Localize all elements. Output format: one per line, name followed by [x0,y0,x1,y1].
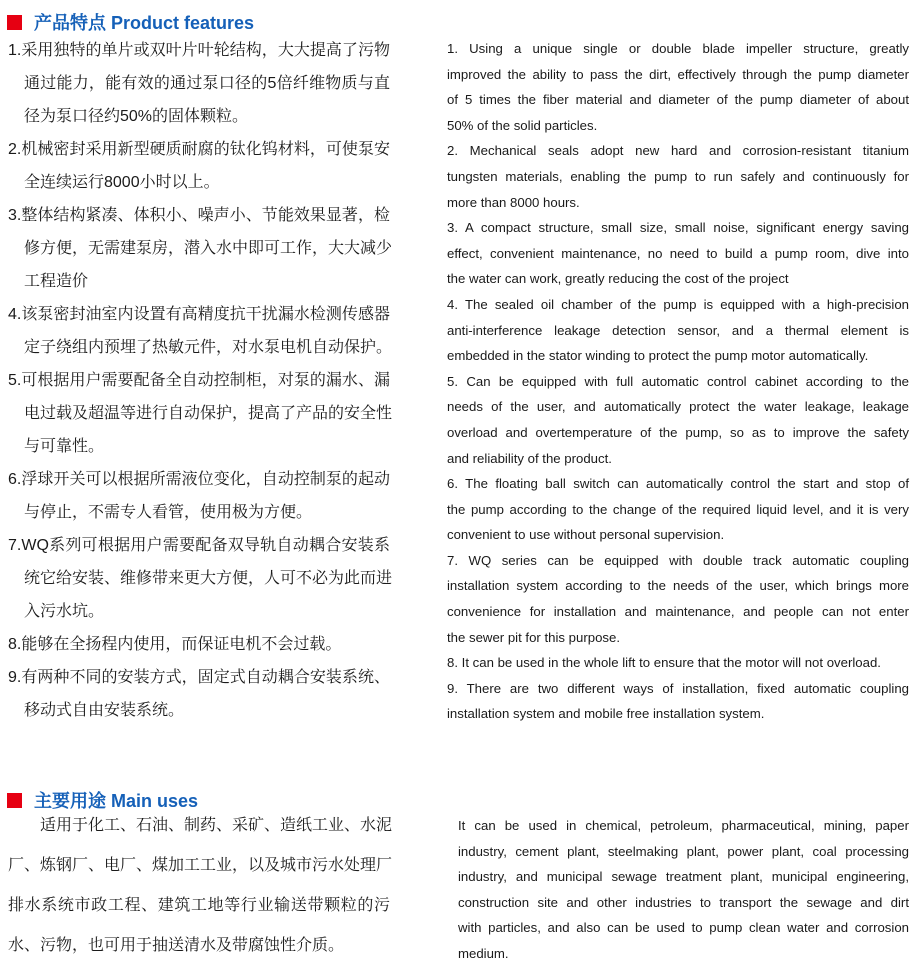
feature-line: embedded in the stator winding to protect the pump motor automatically. [447,348,869,364]
feature-item [8,661,390,727]
feature-line: 工程造价 [24,273,89,290]
feature-line: 与停止，不需专人看管，使用极为方便。 [24,504,313,521]
feature-line: 5.可根据用户需要配备全自动控制柜，对泵的漏水、漏 [8,372,390,389]
feature-item [8,529,393,628]
feature-line: needs of the user, and automatically protect the water leakage, leakage [447,399,909,415]
uses-line: with particles, and also can be used to pump clean water and corrosion [458,920,909,935]
uses-line: 水、污物，也可用于抽送清水及带腐蚀性介质。 [8,937,345,954]
feature-line: 入污水坑。 [24,603,105,620]
feature-line: the water can work, greatly reducing the cost of the project [447,271,789,287]
feature-line: 全连续运行8000小时以上。 [24,174,220,191]
red-square-bullet-icon [7,15,22,30]
feature-line: 移动式自由安装系统。 [24,702,185,719]
features-heading-text: 产品特点 Product features [34,13,255,33]
feature-line: more than 8000 hours. [447,194,580,210]
feature-line: 9. There are two different ways of installation, fixed automatic coupling [447,680,909,696]
feature-line: 4.该泵密封油室内设置有高精度抗干扰漏水检测传感器 [8,306,390,323]
feature-item [447,548,909,650]
feature-line: 8.能够在全扬程内使用，而保证电机不会过载。 [8,636,342,653]
feature-line: 2. Mechanical seals adopt new hard and corrosion-resistant titanium [447,143,909,159]
feature-line: overload and overtemperature of the pump, so as to improve the safety [447,424,909,440]
feature-line: 4. The sealed oil chamber of the pump is equipped with a high-precision [447,296,909,312]
feature-line: 径为泵口径约50%的固体颗粒。 [24,108,249,125]
feature-line: installation system according to the needs of the user, which brings more [447,578,909,594]
feature-item [8,364,393,463]
uses-text-english [458,813,909,966]
feature-item [447,676,909,727]
uses-line: 适用于化工、石油、制药、采矿、造纸工业、水泥 [40,817,393,834]
feature-line: 2.机械密封采用新型硬质耐腐的钛化钨材料，可使泵安 [8,141,390,158]
feature-item [447,650,909,676]
feature-line: 定子绕组内预埋了热敏元件，对水泵电机自动保护。 [24,339,393,356]
feature-line: 7.WQ系列可根据用户需要配备双导轨自动耦合安装系 [8,537,390,554]
feature-line: 7. WQ series can be equipped with double track automatic coupling [447,552,909,568]
uses-heading-text: 主要用途 Main uses [34,791,199,811]
feature-line: 6.浮球开关可以根据所需液位变化，自动控制泵的起动 [8,471,390,488]
feature-line: anti-interference leakage detection sensor, and a thermal element is [447,322,909,338]
feature-line: of 5 times the fiber material and diameter of the pump diameter of about [447,92,909,108]
feature-item [8,628,390,661]
uses-line: industry, and municipal sewage treatment plant, municipal engineering, [458,869,909,884]
uses-line: 厂、炼钢厂、电厂、煤加工工业，以及城市污水处理厂 [8,857,393,874]
feature-line: installation system and mobile free installation system. [447,706,765,722]
feature-line: 6. The floating ball switch can automatically control the start and stop of [447,476,909,492]
features-heading [7,10,254,34]
feature-line: and reliability of the product. [447,450,612,466]
feature-line: convenient to use without personal supervision. [447,527,725,543]
feature-item [447,471,909,548]
feature-line: 统它给安装、维修带来更大方便，人可不必为此而进 [24,570,393,587]
feature-line: effect, convenient maintenance, no need to build a pump room, dive into [447,245,909,261]
feature-item [8,34,390,133]
feature-item [447,292,909,369]
uses-text-chinese [8,806,393,966]
feature-line: the sewer pit for this purpose. [447,629,620,645]
feature-line: 5. Can be equipped with full automatic control cabinet according to the [447,373,909,389]
feature-item [447,215,909,292]
features-list-chinese [8,34,393,727]
feature-line: 通过能力，能有效的通过泵口径的5倍纤维物质与直 [24,75,390,92]
feature-line: 1.采用独特的单片或双叶片叶轮结构，大大提高了污物 [8,42,390,59]
feature-line: 8. It can be used in the whole lift to ensure that the motor will not overload. [447,655,881,671]
feature-line: 3. A compact structure, small size, small noise, significant energy saving [447,220,909,236]
uses-line: medium. [458,945,509,961]
feature-line: convenience for installation and maintenance, and people can not enter [447,604,909,620]
feature-line: tungsten materials, enabling the pump to run safely and continuously for [447,168,909,184]
feature-item [8,133,390,199]
feature-item [447,138,909,215]
feature-line: 50% of the solid particles. [447,117,598,133]
feature-line: 9.有两种不同的安装方式，固定式自动耦合安装系统、 [8,669,390,686]
feature-item [8,199,393,298]
feature-item [8,463,390,529]
features-list-english [447,36,909,727]
uses-line: construction site and other industries to transport the sewage and dirt [458,894,909,910]
feature-line: 与可靠性。 [24,438,105,455]
feature-line: 修方便，无需建泵房，潜入水中即可工作，大大减少 [24,240,393,257]
feature-line: 3.整体结构紧凑、体积小、噪声小、节能效果显著，检 [8,207,390,224]
feature-item [447,36,909,138]
uses-line: It can be used in chemical, petroleum, pharmaceutical, mining, paper [458,818,909,833]
feature-item [447,369,909,471]
feature-item [8,298,393,364]
uses-line: 排水系统市政工程、建筑工地等行业输送带颗粒的污 [8,897,390,914]
feature-line: improved the ability to pass the dirt, effectively through the pump diameter [447,66,909,82]
feature-line: 电过载及超温等进行自动保护，提高了产品的安全性 [24,405,393,422]
feature-line: the pump according to the change of the required liquid level, and it is very [447,501,909,517]
uses-line: industry, cement plant, steelmaking plant, power plant, coal processing [458,843,909,859]
feature-line: 1. Using a unique single or double blade impeller structure, greatly [447,41,909,56]
